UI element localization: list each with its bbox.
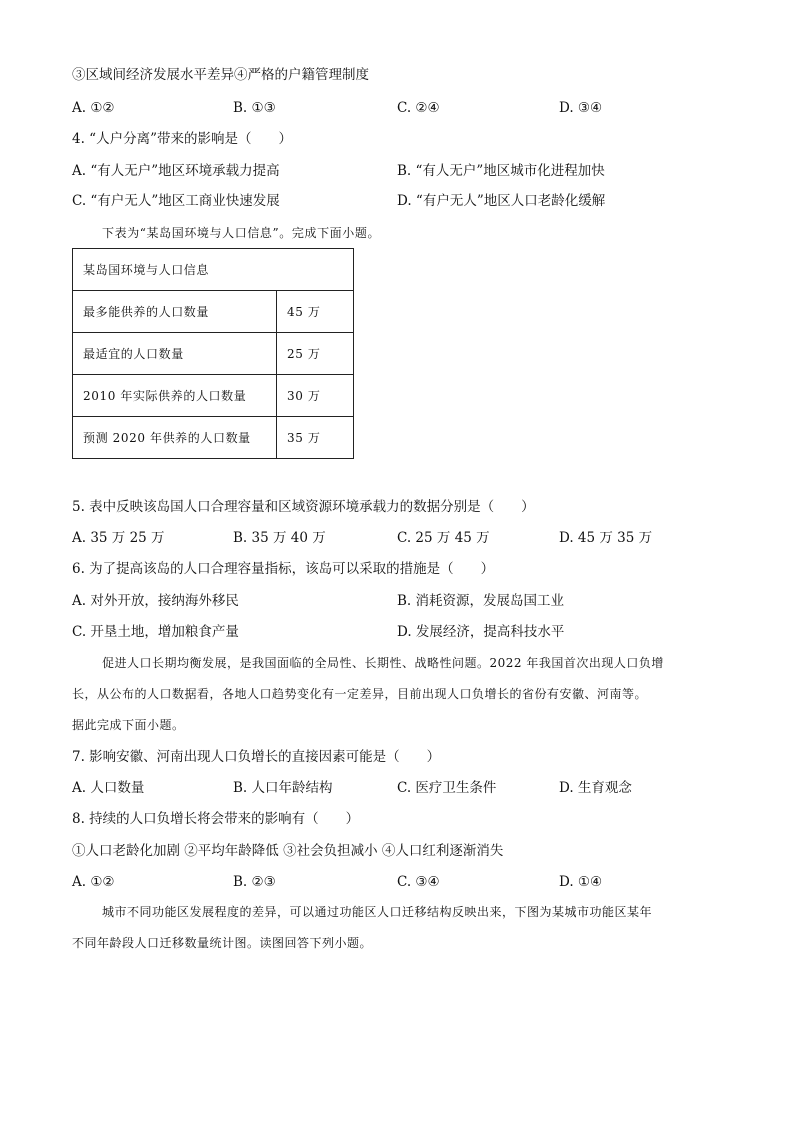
- island-info-table: [72, 248, 354, 459]
- passage-line: 不同年龄段人口迁移数量统计图。读图回答下列小题。: [72, 936, 373, 950]
- q7-option-c: C. 医疗卫生条件: [397, 780, 497, 796]
- passage-urban-migration: [72, 897, 722, 959]
- q7-option-d: D. 生育观念: [559, 780, 632, 796]
- table-cell-value: 45 万: [277, 291, 354, 333]
- table-title: 某岛国环境与人口信息: [73, 249, 354, 291]
- q7-stem: 7. 影响安徽、河南出现人口负增长的直接因素可能是（ ）: [72, 749, 441, 765]
- q8-option-c: C. ③④: [397, 874, 440, 890]
- table-cell-value: 25 万: [277, 333, 354, 375]
- q8-option-d: D. ①④: [559, 874, 603, 890]
- q3-continued-statements: ③区域间经济发展水平差异④严格的户籍管理制度: [72, 67, 369, 83]
- passage-population-growth: [72, 648, 722, 741]
- q4-stem: 4. “人户分离”带来的影响是（ ）: [72, 131, 292, 147]
- table-row: [73, 291, 354, 333]
- q3-option-b: B. ①③: [233, 100, 276, 116]
- q5-stem: 5. 表中反映该岛国人口合理容量和区域资源环境承载力的数据分别是（ ）: [72, 499, 535, 515]
- table-title-row: [73, 249, 354, 291]
- table-intro: 下表为“某岛国环境与人口信息”。完成下面小题。: [102, 226, 381, 240]
- table-row: [73, 375, 354, 417]
- q7-option-b: B. 人口年龄结构: [233, 780, 333, 796]
- q6-option-b: B. 消耗资源，发展岛国工业: [397, 593, 565, 609]
- q6-option-a: A. 对外开放，接纳海外移民: [72, 593, 239, 609]
- passage-line: 长，从公布的人口数据看，各地人口趋势变化有一定差异，目前出现人口负增长的省份有安徽、河南等。: [72, 687, 648, 701]
- q4-option-d: D. “有户无人”地区人口老龄化缓解: [397, 193, 606, 209]
- q3-option-c: C. ②④: [397, 100, 440, 116]
- table-cell-value: 35 万: [277, 417, 354, 459]
- q7-option-a: A. 人口数量: [72, 780, 145, 796]
- q6-option-c: C. 开垦土地，增加粮食产量: [72, 624, 239, 640]
- q6-option-d: D. 发展经济，提高科技水平: [397, 624, 565, 640]
- table-cell-label: 预测 2020 年供养的人口数量: [73, 417, 277, 459]
- q5-option-c: C. 25 万 45 万: [397, 530, 490, 546]
- table-cell-label: 最适宜的人口数量: [73, 333, 277, 375]
- passage-line: 据此完成下面小题。: [72, 718, 185, 732]
- q6-stem: 6. 为了提高该岛的人口合理容量指标，该岛可以采取的措施是（ ）: [72, 561, 495, 577]
- q4-option-b: B. “有人无户”地区城市化进程加快: [397, 163, 605, 179]
- table-cell-value: 30 万: [277, 375, 354, 417]
- table-cell-label: 最多能供养的人口数量: [73, 291, 277, 333]
- q3-option-a: A. ①②: [72, 100, 115, 116]
- table-row: [73, 417, 354, 459]
- q4-option-c: C. “有户无人”地区工商业快速发展: [72, 193, 280, 209]
- q3-option-d: D. ③④: [559, 100, 603, 116]
- q5-option-a: A. 35 万 25 万: [72, 530, 165, 546]
- q5-option-d: D. 45 万 35 万: [559, 530, 653, 546]
- q8-stem: 8. 持续的人口负增长将会带来的影响有（ ）: [72, 811, 360, 827]
- passage-line: 促进人口长期均衡发展，是我国面临的全局性、长期性、战略性问题。2022 年我国首次出现人口负增: [102, 656, 664, 670]
- q8-option-b: B. ②③: [233, 874, 276, 890]
- table-cell-label: 2010 年实际供养的人口数量: [73, 375, 277, 417]
- q5-option-b: B. 35 万 40 万: [233, 530, 326, 546]
- q8-option-a: A. ①②: [72, 874, 115, 890]
- table-row: [73, 333, 354, 375]
- q8-statements: ①人口老龄化加剧 ②平均年龄降低 ③社会负担减小 ④人口红利逐渐消失: [72, 843, 504, 859]
- q4-option-a: A. “有人无户”地区环境承载力提高: [72, 163, 280, 179]
- passage-line: 城市不同功能区发展程度的差异，可以通过功能区人口迁移结构反映出来，下图为某城市功能区某年: [102, 905, 653, 919]
